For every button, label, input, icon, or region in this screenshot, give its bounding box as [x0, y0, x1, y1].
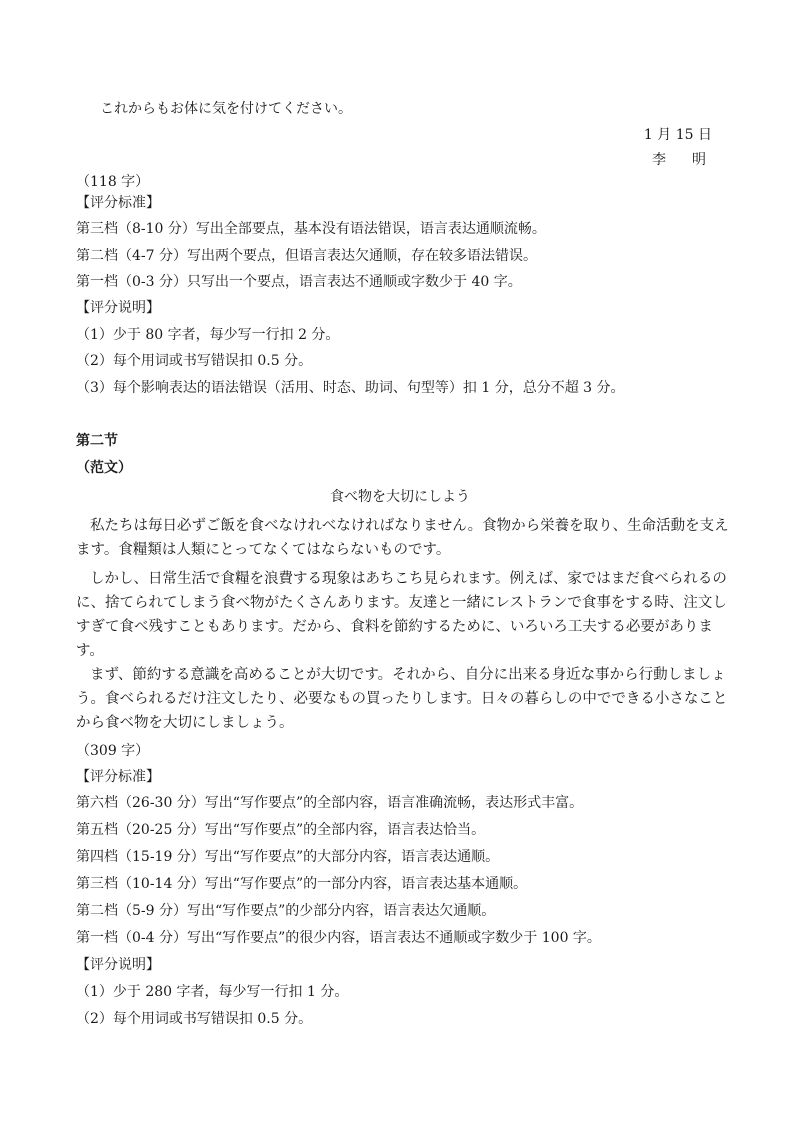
sample-essay-label: （范文） [76, 460, 132, 476]
section2-criteria-item: 第二档（5-9 分）写出“写作要点”的少部分内容，语言表达欠通顺。 [76, 903, 496, 919]
section1-notes-heading: 【评分说明】 [76, 300, 160, 316]
section2-notes-heading: 【评分说明】 [76, 957, 160, 973]
section1-criteria-item: 第二档（4-7 分）写出两个要点，但语言表达欠通顺，存在较多语法错误。 [76, 248, 537, 264]
section2-criteria-item: 第五档（20-25 分）写出“写作要点”的全部内容，语言表达恰当。 [76, 822, 486, 838]
letter-date: 1 月 15 日 [643, 127, 712, 143]
section1-note-item: （3）每个影响表达的语法错误（活用、时态、助词、句型等）扣 1 分，总分不超 3 分。 [76, 380, 625, 396]
section1-word-count: （118 字） [76, 174, 150, 190]
section1-criteria-item: 第三档（8-10 分）写出全部要点，基本没有语法错误，语言表达通顺流畅。 [76, 221, 546, 237]
section2-note-item: （2）每个用词或书写错误扣 0.5 分。 [76, 1011, 313, 1027]
essay-paragraph: しかし、日常生活で食糧を浪費する現象はあちこち見られます。例えば、家ではまだ食べられるのに、捨てられてしまう食べ物がたくさんあります。友達と一緒にレストランで食事をする時、注文しすぎて食べ残すこともあります。だから、食料を節約するために、いろいろ工夫する必要があります。 [76, 571, 727, 659]
essay-paragraph: 私たちは毎日必ずご飯を食べなけれべなければなりません。食物から栄養を取り、生命活動を支えます。食糧類は人類にとってなくてはならないものです。 [76, 518, 729, 558]
section2-criteria-item: 第六档（26-30 分）写出“写作要点”的全部内容，语言准确流畅，表达形式丰富。 [76, 795, 584, 811]
section1-criteria-heading: 【评分标准】 [76, 195, 160, 211]
section2-criteria-item: 第一档（0-4 分）写出“写作要点”的很少内容，语言表达不通顺或字数少于 100 字。 [76, 930, 601, 946]
section2-heading: 第二节 [76, 433, 118, 449]
section2-word-count: （309 字） [76, 743, 150, 759]
essay-title: 食べ物を大切にしよう [330, 489, 470, 505]
letter-closing: これからもお体に気を付けてください。 [100, 101, 352, 117]
section1-criteria-item: 第一档（0-3 分）只写出一个要点，语言表达不通顺或字数少于 40 字。 [76, 274, 522, 290]
section2-criteria-item: 第四档（15-19 分）写出“写作要点”的大部分内容，语言表达通顺。 [76, 849, 500, 865]
section1-note-item: （2）每个用词或书写错误扣 0.5 分。 [76, 353, 313, 369]
essay-body [76, 514, 730, 735]
letter-signature: 李 明 [652, 152, 712, 168]
section1-note-item: （1）少于 80 字者，每少写一行扣 2 分。 [76, 327, 340, 343]
section2-criteria-heading: 【评分标准】 [76, 769, 160, 785]
section2-criteria-item: 第三档（10-14 分）写出“写作要点”的一部分内容，语言表达基本通顺。 [76, 876, 528, 892]
essay-paragraph: まず、節約する意識を高めることが大切です。それから、自分に出来る身近な事から行動しましょう。食べられるだけ注文したり、必要なもの買ったりします。日々の暮らしの中でできる小さなことから食べ物を大切にしましょう。 [76, 667, 728, 731]
section2-note-item: （1）少于 280 字者，每少写一行扣 1 分。 [76, 984, 349, 1000]
